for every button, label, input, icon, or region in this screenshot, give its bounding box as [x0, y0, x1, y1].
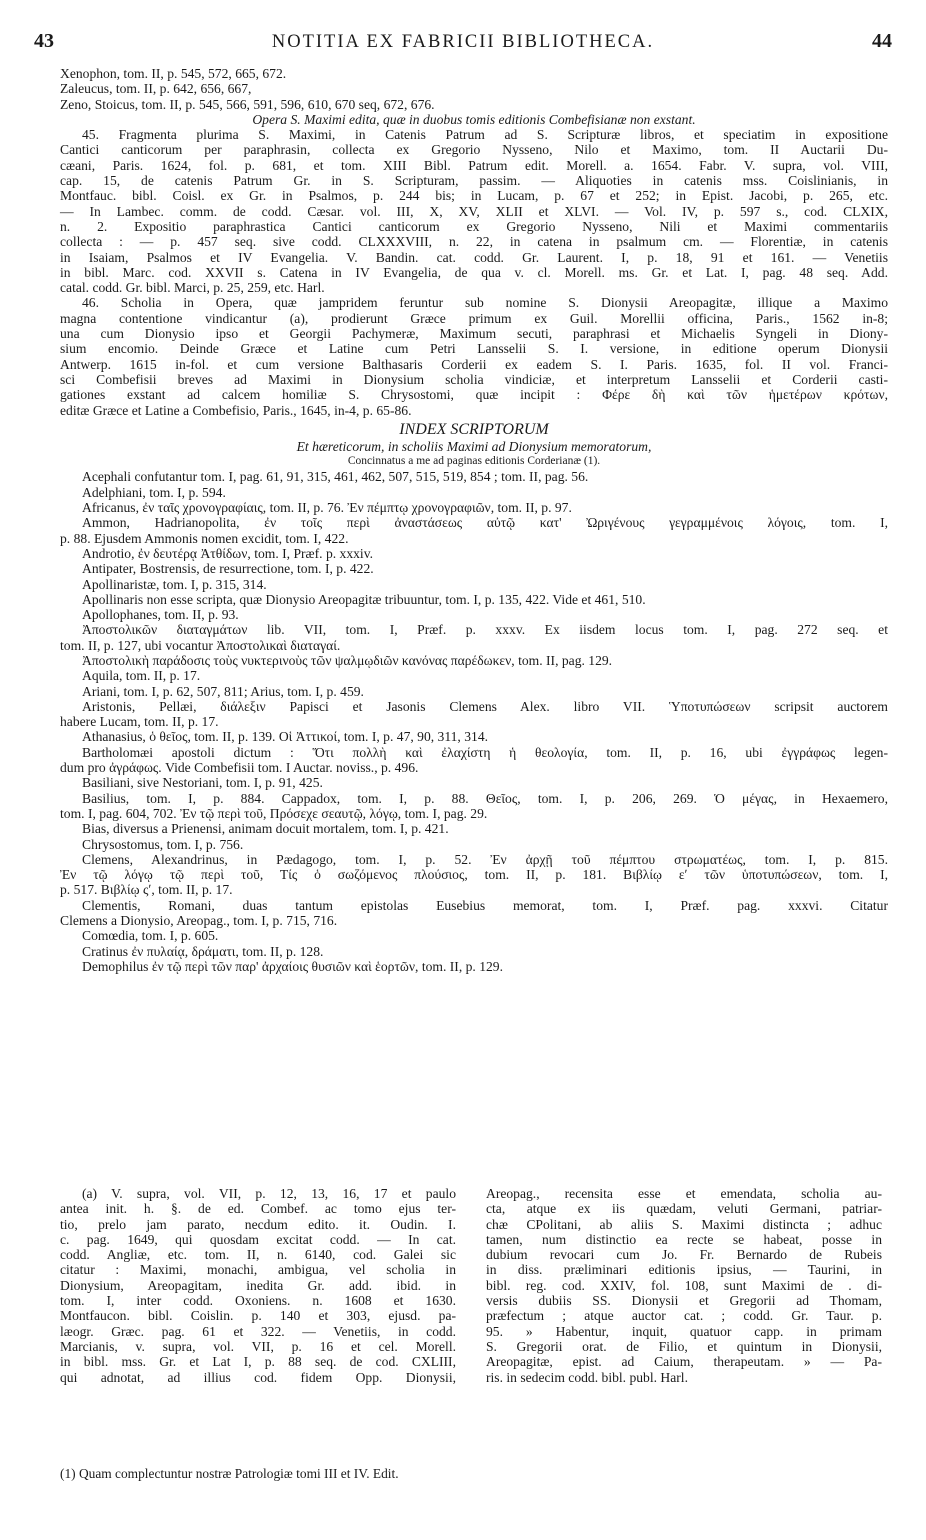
- index-entry-continuation: Clemens a Dionysio, Areopag., tom. I, p. 715, 716.: [60, 913, 338, 929]
- note-line: cta, atque ex iis quædam, veluti Germani, patriar-: [486, 1201, 882, 1217]
- text-line: collecta : — p. 457 seq. sive codd. CLXXXVIII, n. 22, in catena in psalmum cm. — Florentiæ, in catenis: [60, 234, 888, 250]
- note-line: citatur : Maximi, monachi, ambigua, vel scholia in: [60, 1262, 456, 1278]
- index-entry-continuation: p. 517. Βιβλίῳ ςʹ, tom. II, p. 17.: [60, 882, 233, 898]
- note-line: codd. Angliæ, etc. tom. II, n. 6140, cod. Galei sic: [60, 1247, 456, 1263]
- index-entry: Chrysostomus, tom. I, p. 756.: [82, 836, 244, 852]
- index-entry: Ammon, Hadrianopolita, ἐν τοῖς περὶ ἀναστάσεως αὐτῷ κατ' Ὠριγένους γεγραμμένοις λόγοις, tom. I,: [82, 515, 888, 531]
- index-entry: Clemens, Alexandrinus, in Pædagogo, tom. I, p. 52. Ἐν ἀρχῇ τοῦ πέμπτου στρωματέως, tom. I, p. 815.: [82, 851, 888, 867]
- index-entry: Bartholomæi apostoli dictum : Ὅτι πολλὴ καὶ ἐλαχίστη ἡ θεολογία, tom. II, p. 16, ubi ἐγγράφως legen-: [82, 744, 888, 760]
- note-line: Marcianis, v. supra, vol. VII, p. 16 et cel. Morell.: [60, 1338, 456, 1354]
- text-line: sium encomio. Deinde Græce et Latine cum Petri Lansselii S. I. versione, in editione operum Dionysii: [60, 341, 888, 357]
- text-line: — In Lambec. comm. de codd. Cæsar. vol. III, X, XV, XLII et XLVI. — Vol. IV, p. 597 s., cod. CLXIX,: [60, 203, 888, 219]
- index-entry: Cratinus ἐν πυλαίᾳ, δράματι, tom. II, p. 128.: [82, 943, 324, 959]
- text-line: in Isaiam, Psalmos et IV Evangelia. V. Bandin. cat. codd. Gr. Laurent. I, p. 18, 91 et 161. — Venetiis: [60, 249, 888, 265]
- text-line: Zaleucus, tom. II, p. 642, 656, 667,: [60, 81, 252, 97]
- note-line: S. Gregorii orat. de Filio, et quintum in Dionysii,: [486, 1338, 882, 1354]
- note-line: dubium revocari cum Jo. Fr. Bernardo de Rubeis: [486, 1247, 882, 1263]
- index-entry: Basilius, tom. I, p. 884. Cappadox, tom. I, p. 88. Θεῖος, tom. I, p. 206, 269. Ὁ μέγας, in Hexaemero,: [82, 790, 888, 806]
- text-line: una cum Dionysio ipso et Georgii Pachymeræ, Maximum secuti, paraphrasi et Michaelis Syngeli in Diony-: [60, 326, 888, 342]
- text-line: magna contentione vindicantur (a), prodierunt Græce primum ex Guil. Morellii officina, Paris., 1562 in-8;: [60, 310, 888, 326]
- index-entry-continuation: p. 88. Ejusdem Ammonis nomen excidit, tom. I, 422.: [60, 530, 349, 546]
- index-entry: Aristonis, Pellæi, διάλεξιν Papisci et Jasonis Clemens Alex. libro VII. Ὑποτυπώσεων scripsit auctorem: [82, 698, 888, 714]
- index-entry: Acephali confutantur tom. I, pag. 61, 91, 315, 461, 462, 507, 515, 519, 854 ; tom. II, pag. 56.: [82, 469, 589, 485]
- note-line: ris. in sedecim codd. bibl. publ. Harl.: [486, 1369, 688, 1385]
- index-entry: Africanus, ἐν ταῖς χρονογραφίαις, tom. II, p. 76. Ἐν πέμπτῳ χρονογραφιῶν, tom. II, p. 97.: [82, 500, 572, 516]
- text-line: cap. 15, de catenis Patrum Gr. in S. Scripturam, passim. — Aliquoties in catenis mss. Coislinianis, in: [60, 173, 888, 189]
- text-line: Cantici canticorum per paraphrasin, collecta ex Gregorio Nysseno, Nilo et Maximo, tom. II Auctarii Du-: [60, 142, 888, 158]
- page-number-left: 43: [34, 30, 54, 52]
- index-entry: Basiliani, sive Nestoriani, tom. I, p. 91, 425.: [82, 775, 323, 791]
- index-entry-continuation: tom. II, p. 127, ubi vocantur Ἀποστολικαὶ διαταγαί.: [60, 637, 341, 653]
- text-line: 46. Scholia in Opera, quæ jampridem feruntur sub nomine S. Dionysii Areopagitæ, illique a Maximo: [82, 295, 888, 311]
- note-line: antea init. h. §. de ed. Combef. ac tomo ejus ter-: [60, 1201, 456, 1217]
- main-text: [60, 66, 888, 974]
- index-entry: Androtio, ἐν δευτέρᾳ Ἀτθίδων, tom. I, Præf. p. xxxiv.: [82, 545, 374, 561]
- index-entry: Adelphiani, tom. I, p. 594.: [82, 484, 226, 500]
- note-line: tom. I, inter codd. Oxoniens. n. 1608 et 1630.: [60, 1293, 456, 1309]
- note-line: læogr. Græc. pag. 61 et 322. — Venetiis, in codd.: [60, 1323, 456, 1339]
- note-line: Montfaucon. bibl. Coislin. p. 140 et 303, ejusd. pa-: [60, 1308, 456, 1324]
- text-line: Xenophon, tom. II, p. 545, 572, 665, 672.: [60, 66, 287, 81]
- page-number-right: 44: [872, 30, 892, 52]
- index-entry: Apollinaris non esse scripta, quæ Dionysio Areopagitæ tribuuntur, tom. I, p. 135, 422. Vide et 461, 510.: [82, 591, 646, 607]
- note-line: Areopag., recensita esse et emendata, scholia au-: [486, 1186, 882, 1201]
- index-entry: Apollinaristæ, tom. I, p. 315, 314.: [82, 576, 267, 592]
- text-line: n. 2. Expositio paraphrastica Cantici canticorum ex Gregorio Nysseno, Nili et Maximi commentariis: [60, 218, 888, 234]
- index-note: Concinnatus a me ad paginas editionis Corderianæ (1).: [347, 455, 601, 468]
- note-line: Areopagitæ, epist. ad Caium, therapeutam. » — Pa-: [486, 1354, 882, 1370]
- text-line: Zeno, Stoicus, tom. II, p. 545, 566, 591, 596, 610, 670 seq, 672, 676.: [60, 96, 435, 112]
- index-entry: Ariani, tom. I, p. 62, 507, 811; Arius, tom. I, p. 459.: [82, 683, 364, 699]
- index-entry: Clementis, Romani, duas tantum epistolas Eusebius memorat, tom. I, Præf. pag. xxxvi. Citatur: [82, 897, 888, 913]
- index-entry: Ἀποστολικὴ παράδοσις τοὺς νυκτερινοὺς τῶν ψαλμῳδιῶν κανόνας παρέδωκεν, tom. II, pag. 129.: [82, 652, 613, 668]
- section-heading: Opera S. Maximi edita, quæ in duobus tomis editionis Combefisianæ non exstant.: [252, 111, 696, 127]
- paragraph-45: [60, 127, 888, 295]
- text-line: in bibl. Marc. cod. XXVII s. Catena in IV Evangelia, de qua v. cl. Morell. ms. Gr. et Lat. I, pag. 48 seq. Add.: [60, 264, 888, 280]
- index-entry-continuation: habere Lucam, tom. II, p. 17.: [60, 714, 219, 730]
- note-line: bibl. reg. cod. XXIV, fol. 108, sunt Maximi de . di-: [486, 1277, 882, 1293]
- editor-footnote: (1) Quam complectuntur nostræ Patrologiæ tomi III et IV. Edit.: [60, 1466, 399, 1481]
- text-line: Montfauc. bibl. Coisl. ex Gr. in Psalmos, p. 244 bis; in Lucam, p. 67 et 252; in Epist. Jacobi, p. 265, etc.: [60, 188, 888, 204]
- note-line: tio, prelo jam parato, necdum edito. it. Oudin. I.: [60, 1216, 456, 1232]
- index-entries: [60, 469, 888, 974]
- note-line: c. pag. 1649, qui quosdam excitat codd. — In cat.: [60, 1231, 456, 1247]
- index-title: INDEX SCRIPTORUM: [399, 420, 549, 438]
- text-line: sci Combefisii breves ad Maximi in Dionysium scholia vindiciæ, et interpretum Lansselii et Corderii casti-: [60, 371, 888, 387]
- footnotes-columns: [60, 1186, 890, 1436]
- paragraph-46: [60, 295, 888, 417]
- running-header: [34, 30, 892, 58]
- index-subtitle: Et hæreticorum, in scholiis Maximi ad Dionysium memoratorum,: [296, 438, 652, 454]
- index-entry: Bias, diversus a Prienensi, animam docuit mortalem, tom. I, p. 421.: [82, 821, 449, 837]
- note-line: tamen, num distinctio ea recte se habeat, posse in: [486, 1231, 882, 1247]
- notes-right-column: [486, 1186, 882, 1385]
- index-entry-continuation: Ἐν τῷ λόγῳ τῷ περὶ τοῦ, Τίς ὁ σωζόμενος πλούσιος, tom. II, p. 181. Βιβλίῳ εʹ τῶν ὑποτυπώσεων, tom. I,: [60, 867, 888, 883]
- note-line: in bibl. mss. Gr. et Lat I, p. 88 seq. de cod. CXLIII,: [60, 1354, 456, 1370]
- note-line: (a) V. supra, vol. VII, p. 12, 13, 16, 17 et paulo: [82, 1186, 456, 1201]
- note-line: chæ CPolitani, ab aliis S. Maximi distincta ; adhuc: [486, 1216, 882, 1232]
- index-entry: Ἀποστολικῶν διαταγμάτων lib. VII, tom. I, Præf. p. xxxv. Ex iisdem locus tom. I, pag. 272 seq. et: [82, 622, 888, 638]
- index-entry: Aquila, tom. II, p. 17.: [82, 668, 201, 684]
- note-line: 95. » Habentur, inquit, quatuor capp. in primam: [486, 1323, 882, 1339]
- running-title: NOTITIA EX FABRICII BIBLIOTHECA.: [271, 32, 655, 52]
- index-entry: Demophilus ἐν τῷ περὶ τῶν παρ' ἀρχαίοις θυσιῶν καὶ ἑορτῶν, tom. II, p. 129.: [82, 958, 504, 974]
- text-line: Antwerp. 1615 in-fol. et cum versione Balthasaris Corderii ex eadem S. I. Paris. 1635, fol. II vol. Franci-: [60, 356, 888, 372]
- note-line: versis dubiis SS. Dionysii et Gregorii ad Thomam,: [486, 1293, 882, 1309]
- text-line: editæ Græce et Latine a Combefisio, Paris., 1645, in-4, p. 65-86.: [60, 402, 412, 418]
- note-line: in diss. præliminari editionis ipsius, — Taurini, in: [486, 1262, 882, 1278]
- text-line: cæani, Paris. 1624, fol. p. 681, et tom. XIII Bibl. Patrum edit. Morell. a. 1654. Fabr. V. supra, vol. VIII,: [60, 157, 888, 173]
- index-entry: Athanasius, ὁ θεῖος, tom. II, p. 139. Οἱ Ἀττικοί, tom. I, p. 47, 90, 311, 314.: [82, 729, 489, 745]
- index-entry: Comœdia, tom. I, p. 605.: [82, 928, 219, 944]
- text-line: catal. codd. Gr. bibl. Marci, p. 25, 259, etc. Harl.: [60, 280, 325, 296]
- note-line: Dionysium, Areopagitam, inedita Gr. add. ibid. in: [60, 1277, 456, 1293]
- index-entry: Antipater, Bostrensis, de resurrectione, tom. I, p. 422.: [82, 561, 374, 577]
- index-entry-continuation: dum pro ἀγράφως. Vide Combefisii tom. I Auctar. noviss., p. 496.: [60, 760, 419, 776]
- index-entry-continuation: tom. I, pag. 604, 702. Ἐν τῷ περὶ τοῦ, Πρόσεχε σεαυτῷ, λόγῳ, tom. I, pag. 29.: [60, 805, 488, 821]
- note-line: præfectum ; atque auctor cat. ; codd. Gr. Taur. p.: [486, 1308, 882, 1324]
- text-line: 45. Fragmenta plurima S. Maximi, in Catenis Patrum ad S. Scripturæ libros, et speciatim in expositione: [82, 127, 888, 143]
- note-line: qui adnotat, ad illius cod. fidem Opp. Dionysii,: [60, 1369, 456, 1385]
- index-entry: Apollophanes, tom. II, p. 93.: [82, 607, 239, 623]
- text-line: gationes exstant ad calcem homiliæ S. Chrysostomi, quæ incipit : Φέρε δὴ καὶ τῶν ἡμετέρων κρότων,: [60, 387, 888, 403]
- notes-left-column: [60, 1186, 456, 1385]
